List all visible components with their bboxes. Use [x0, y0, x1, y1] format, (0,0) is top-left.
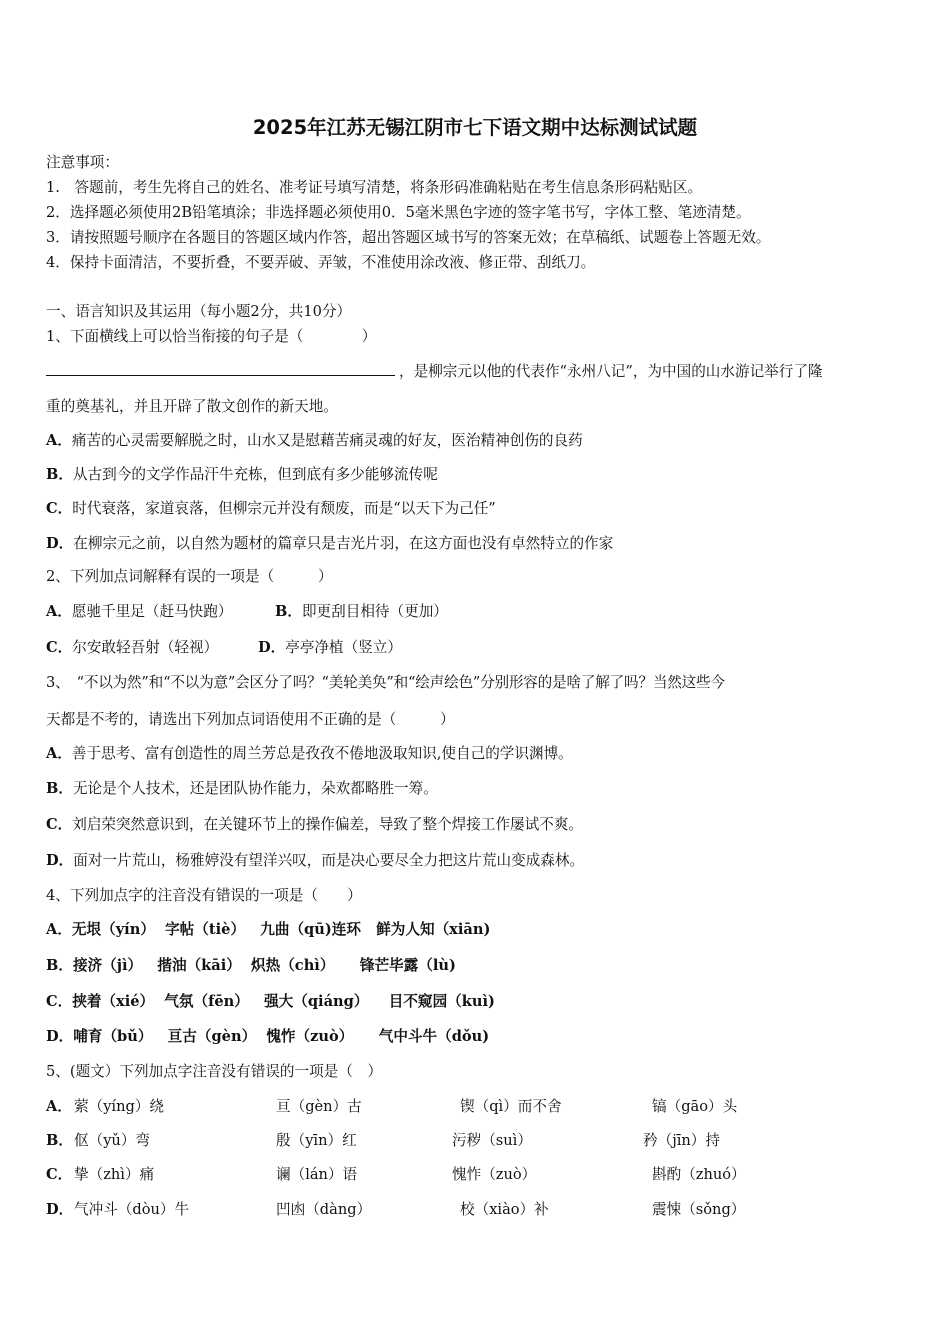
option-label: D． — [46, 852, 74, 869]
option-cell: 污秽（suì） — [452, 1132, 532, 1149]
option-cell: 锲（qì）而不舍 — [460, 1098, 562, 1115]
question-5-stem: 5、(题文）下列加点字注音没有错误的一项是（ ） — [46, 1063, 383, 1080]
option-label: D． — [46, 1201, 74, 1218]
option-label: B． — [46, 466, 73, 483]
option-text: 痛苦的心灵需要解脱之时，山水又是慰藉苦痛灵魂的好友，医治精神创伤的良药 — [71, 432, 583, 449]
option — [46, 992, 495, 1012]
section-heading: 一、语言知识及其运用（每小题2分，共10分） — [46, 303, 352, 320]
option-label: D． — [46, 1028, 74, 1045]
page-title: 2025年江苏无锡江阴市七下语文期中达标测试试题 — [252, 116, 698, 139]
option-text: 无垠（yín） 字帖（tiè） 九曲（qū)连环 鲜为人知（xiān) — [71, 921, 491, 938]
option — [46, 956, 456, 976]
option-label: D． — [258, 639, 286, 656]
option-text: 亭亭净植（竖立） — [285, 639, 403, 656]
option — [46, 638, 218, 658]
option-cell: 气冲斗（dòu）牛 — [74, 1201, 190, 1218]
option-label: B． — [46, 1132, 73, 1149]
option-cell: 谰（lán）语 — [276, 1166, 358, 1183]
option — [46, 499, 496, 519]
question-1-line1 — [46, 361, 823, 382]
option-cell: 伛（yǔ）弯 — [74, 1132, 151, 1149]
option — [46, 851, 584, 871]
option-cell: 萦（yíng）绕 — [74, 1098, 165, 1115]
notice-item: 1. 答题前，考生先将自己的姓名、准考证号填写清楚，将条形码准确粘贴在考生信息条形码粘贴区。 — [46, 179, 703, 196]
option-label: D． — [46, 535, 74, 552]
option-label: A． — [46, 745, 72, 762]
option-text: 即更刮目相待（更加） — [301, 603, 448, 620]
option-label: C． — [46, 816, 73, 833]
option — [46, 534, 613, 554]
question-3-stem: 3、 “不以为然”和“不以为意”会区分了吗？“美轮美奂”和“绘声绘色”分别形容的是啥了解了吗？当然这些今 — [46, 674, 725, 691]
fill-blank — [46, 361, 395, 376]
notice-heading: 注意事项： — [46, 154, 119, 171]
option-label: C． — [46, 639, 73, 656]
option — [46, 1027, 489, 1047]
option-cell: 斟酌（zhuó） — [652, 1166, 746, 1183]
option-text: 愿驰千里足（赶马快跑） — [71, 603, 233, 620]
option-cell: 亘（gèn）古 — [276, 1098, 362, 1115]
option-text: 刘启荣突然意识到，在关键环节上的操作偏差，导致了整个焊接工作屡试不爽。 — [72, 816, 584, 833]
option-text: 在柳宗元之前，以自然为题材的篇章只是吉光片羽，在这方面也没有卓然特立的作家 — [73, 535, 614, 552]
option-text: 善于思考、富有创造性的周兰芳总是孜孜不倦地汲取知识,使自己的学识渊博。 — [71, 745, 573, 762]
notice-item: 2．选择题必须使用2B铅笔填涂；非选择题必须使用0．5毫米黑色字迹的签字笔书写，字体工整、笔迹清楚。 — [46, 204, 751, 221]
option — [46, 431, 583, 451]
question-1-stem: 1、下面横线上可以恰当衔接的句子是（ ） — [46, 328, 377, 345]
option-label: C． — [46, 993, 73, 1010]
option-cell: 挚（zhì）痛 — [74, 1166, 155, 1183]
option-cell: 镐（gāo）头 — [652, 1098, 738, 1115]
option-label: B． — [46, 780, 73, 797]
question-1-text: ，是柳宗元以他的代表作“永州八记”，为中国的山水游记举行了隆 — [399, 363, 823, 380]
option-text: 挟着（xié） 气氛（fēn） 强大（qiáng） 目不窥园（kuì) — [72, 993, 495, 1010]
option-text: 接济（jì） 揩油（kāi） 炽热（chì） 锋芒毕露（lù) — [72, 957, 456, 974]
option-label: B． — [46, 957, 73, 974]
option-text: 无论是个人技术，还是团队协作能力，朵欢都略胜一筹。 — [72, 780, 438, 797]
option-cell: 愧怍（zuò） — [452, 1166, 537, 1183]
question-4-stem: 4、下列加点字的注音没有错误的一项是（ ） — [46, 887, 362, 904]
notice-item: 4．保持卡面清洁，不要折叠，不要弄破、弄皱，不准使用涂改液、修正带、刮纸刀。 — [46, 254, 596, 271]
option — [46, 465, 438, 485]
option-label: B． — [275, 603, 302, 620]
option-text: 从古到今的文学作品汗牛充栋，但到底有多少能够流传呢 — [72, 466, 438, 483]
option-label: A． — [46, 1098, 72, 1115]
option-label: C． — [46, 1166, 73, 1183]
option-label: A． — [46, 432, 72, 449]
option-label: C． — [46, 500, 73, 517]
question-3-stem-cont: 天都是不考的，请选出下列加点词语使用不正确的是（ ） — [46, 711, 455, 728]
option-text: 时代衰落，家道哀落，但柳宗元并没有颓废，而是“以天下为己任” — [72, 500, 496, 517]
option-label: A． — [46, 921, 72, 938]
option-cell: 殷（yīn）红 — [276, 1132, 357, 1149]
option-cell: 矜（jīn）持 — [643, 1132, 720, 1149]
option — [46, 779, 438, 799]
option — [46, 920, 490, 940]
option — [275, 602, 448, 622]
option-label: A． — [46, 603, 72, 620]
option-text: 哺育（bǔ） 亘古（gèn） 愧怍（zuò） 气中斗牛（dǒu) — [73, 1028, 490, 1045]
option — [46, 744, 573, 764]
question-1-line2: 重的奠基礼，并且开辟了散文创作的新天地。 — [46, 398, 338, 415]
option-text: 尔安敢轻吾射（轻视） — [72, 639, 219, 656]
question-2-stem: 2、下列加点词解释有误的一项是（ ） — [46, 568, 333, 585]
option — [46, 602, 232, 622]
option-text: 面对一片荒山，杨雅婷没有望洋兴叹，而是决心要尽全力把这片荒山变成森林。 — [73, 852, 585, 869]
option-cell: 震悚（sǒng） — [652, 1201, 746, 1218]
option-cell: 凹凼（dàng） — [276, 1201, 372, 1218]
notice-item: 3．请按照题号顺序在各题目的答题区域内作答，超出答题区域书写的答案无效；在草稿纸、试题卷上答题无效。 — [46, 229, 771, 246]
option-cell: 校（xiào）补 — [460, 1201, 549, 1218]
option — [46, 815, 583, 835]
option — [258, 638, 402, 658]
